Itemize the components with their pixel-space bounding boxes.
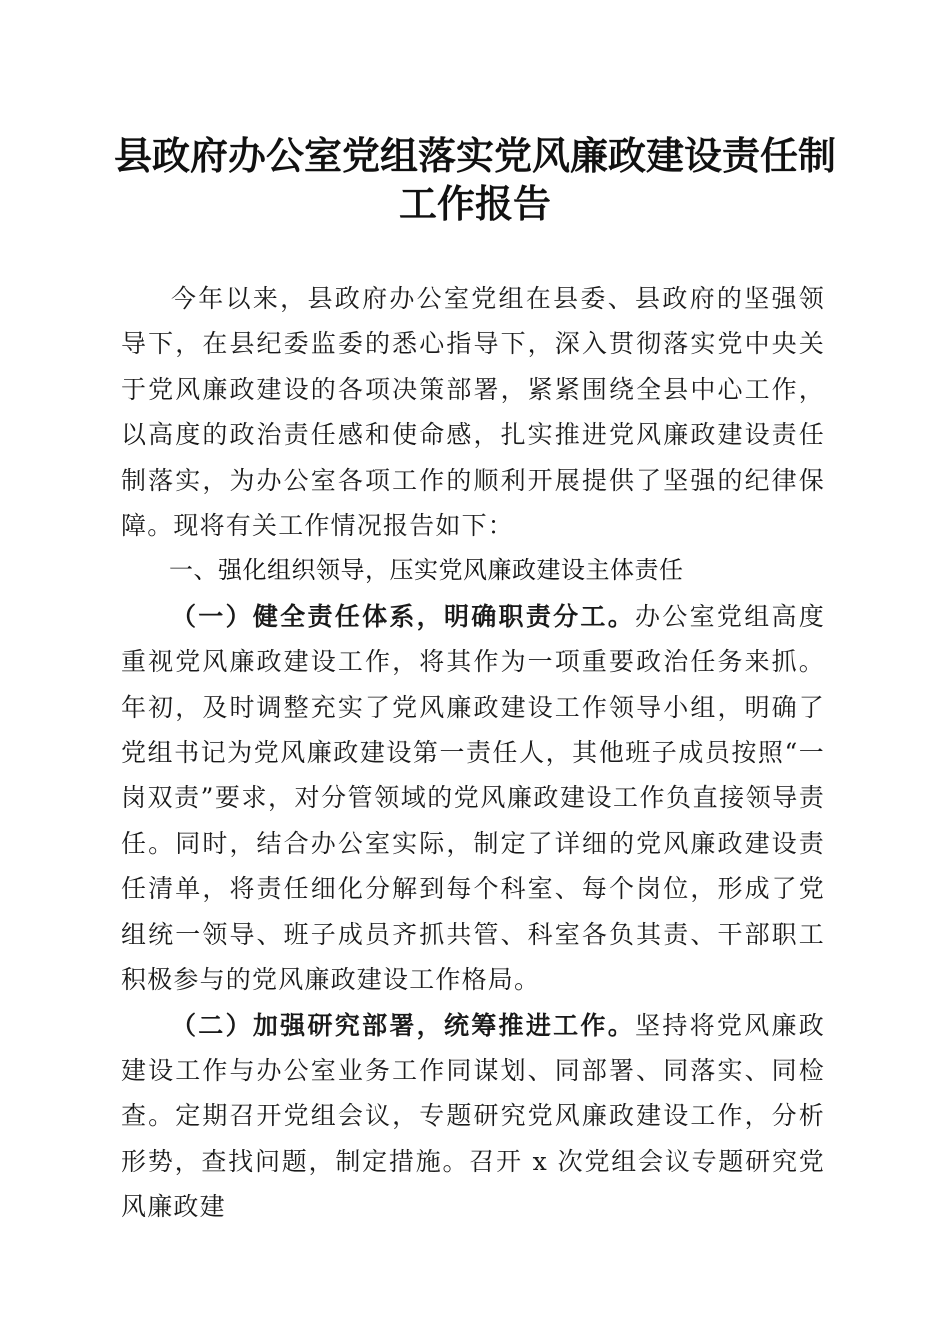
section-heading-1: 一、强化组织领导，压实党风廉政建设主体责任 bbox=[169, 556, 684, 585]
sub-paragraph-2 bbox=[121, 1003, 825, 1230]
intro-paragraph: 今年以来，县政府办公室党组在县委、县政府的坚强领导下，在县纪委监委的悉心指导下，深入贯彻落实党中央关于党风廉政建设的各项决策部署，紧紧围绕全县中心工作，以高度的政治责任感和使命感，扎实推进党风廉政建设责任制落实，为办公室各项工作的顺利开展提供了坚强的纪律保障。现将有关工作情况报告如下： bbox=[121, 284, 825, 541]
sub-heading-1: （一）健全责任体系，明确职责分工。 bbox=[171, 601, 636, 631]
sub-heading-2: （二）加强研究部署，统筹推进工作。 bbox=[171, 1010, 636, 1040]
document-title: 县政府办公室党组落实党风廉政建设责任制工作报告 bbox=[113, 133, 836, 226]
sub-paragraph-1 bbox=[121, 594, 825, 1003]
sub-paragraph-2-text: 坚持将党风廉政建设工作与办公室业务工作同谋划、同部署、同落实、同检查。定期召开党组会议，专题研究党风廉政建设工作，分析形势，查找问题，制定措施。召开 x 次党组会议专题研究党风廉政建 bbox=[121, 1010, 826, 1222]
sub-paragraph-1-text: 办公室党组高度重视党风廉政建设工作，将其作为一项重要政治任务来抓。年初，及时调整充实了党风廉政建设工作领导小组，明确了党组书记为党风廉政建设第一责任人，其他班子成员按照“一岗双责”要求，对分管领域的党风廉政建设工作负直接领导责任。同时，结合办公室实际，制定了详细的党风廉政建设责任清单，将责任细化分解到每个科室、每个岗位，形成了党组统一领导、班子成员齐抓共管、科室各负其责、干部职工积极参与的党风廉政建设工作格局。 bbox=[121, 601, 826, 995]
document-body bbox=[121, 276, 825, 1230]
